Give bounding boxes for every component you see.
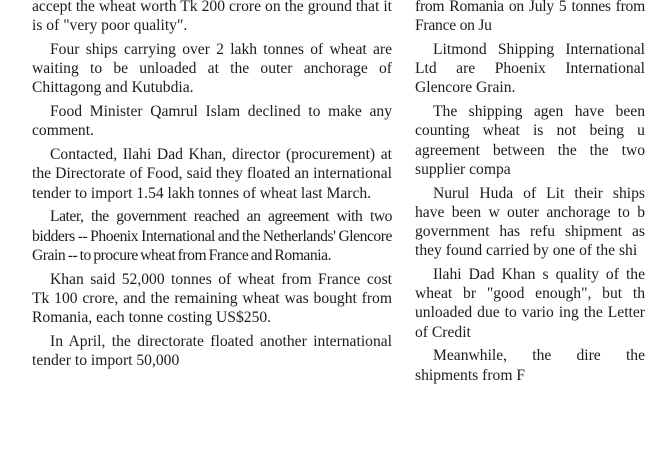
text-line: said they floated an international tender to bbox=[32, 165, 392, 202]
text-line: "good enough", but th bbox=[486, 285, 645, 303]
text-line: outer anchorage to b bbox=[507, 203, 645, 221]
text-line: the shipments from F bbox=[415, 347, 645, 384]
text-line: The shipping agen bbox=[433, 103, 575, 121]
text-line: the two supplier compa bbox=[415, 141, 645, 178]
text-line: In April, the directorate floated another bbox=[50, 332, 314, 350]
paragraph-agreement bbox=[32, 207, 392, 265]
text-line: ing the Letter of Credit bbox=[415, 304, 645, 341]
paragraph-shipping-agents bbox=[415, 40, 645, 98]
text-line: government has refu bbox=[415, 223, 565, 241]
text-line: their ships have been w bbox=[415, 184, 645, 221]
text-line: tonne costing US$250. bbox=[128, 309, 272, 327]
text-line: shipment as they found bbox=[415, 223, 645, 260]
paragraph-counting-losses bbox=[415, 102, 645, 179]
paragraph-cost bbox=[32, 270, 392, 328]
text-line: international tender to import 50,000 bbox=[32, 332, 392, 370]
text-line: carried by one of the shi bbox=[486, 242, 638, 260]
column-gutter bbox=[403, 0, 404, 455]
text-line: wheat are waiting to be unloaded at the outer bbox=[32, 41, 392, 78]
paragraph-wheat-rejection bbox=[32, 0, 392, 35]
article-left-column bbox=[32, 0, 392, 375]
paragraph-meanwhile bbox=[415, 346, 645, 384]
text-line: make any comment. bbox=[32, 103, 392, 140]
paragraph-april-tender bbox=[32, 332, 392, 370]
paragraph-quality bbox=[415, 265, 645, 342]
text-line: anchorage of Chittagong and Kutubdia. bbox=[32, 60, 392, 97]
text-line: Meanwhile, the dire bbox=[433, 347, 626, 365]
text-line: Litmond Shipping bbox=[433, 41, 566, 58]
text-line: the Netherlands' Glencore Grain -- to procure bbox=[32, 227, 392, 264]
text-line: France cost Tk 100 crore, and the remaining bbox=[32, 270, 392, 307]
text-line: unloaded due to vario bbox=[415, 304, 559, 322]
paragraph-director-contacted bbox=[32, 145, 392, 203]
paragraph-shipment-dates bbox=[415, 0, 645, 35]
text-line: tonnes from France on Ju bbox=[415, 0, 645, 35]
text-line: with two bidders -- Phoenix International and bbox=[32, 208, 392, 245]
text-line: Food Minister Qamrul Islam declined to bbox=[50, 103, 329, 121]
text-line: wheat is not being u bbox=[482, 122, 645, 140]
paragraph-ships-waiting bbox=[32, 40, 392, 98]
text-line: Nurul Huda of Lit bbox=[433, 184, 575, 202]
text-line: ground that it is of "very poor quality". bbox=[32, 0, 392, 35]
text-line: wheat was bought from Romania, each bbox=[32, 289, 392, 327]
text-line: have been counting bbox=[415, 103, 645, 140]
text-line: Phoenix International bbox=[494, 60, 645, 78]
text-line: Ilahi Dad Khan s bbox=[433, 266, 556, 284]
text-line: from Romania on July 5 bbox=[415, 0, 572, 15]
text-line: Glencore Grain. bbox=[415, 79, 516, 97]
text-line: Later, the government reached an agreement bbox=[50, 208, 337, 226]
text-line: March. bbox=[326, 184, 372, 202]
text-line: Four ships carrying over 2 lakh tonnes of bbox=[50, 41, 330, 58]
text-line: Contacted, Ilahi Dad Khan, director bbox=[50, 146, 286, 164]
text-line: quality of the wheat br bbox=[415, 266, 645, 303]
paragraph-nurul-huda bbox=[415, 184, 645, 261]
text-line: import 1.54 lakh tonnes of wheat last bbox=[90, 184, 327, 202]
text-line: wheat from France and Romania. bbox=[140, 246, 332, 264]
article-right-column bbox=[415, 0, 645, 389]
paragraph-minister-comment bbox=[32, 102, 392, 140]
text-line: (procurement) at the Directorate of Food, bbox=[32, 146, 392, 183]
text-line: agreement between the bbox=[415, 141, 590, 159]
text-line: accept the wheat worth Tk 200 crore on the bbox=[32, 0, 308, 15]
text-line: International Ltd are bbox=[415, 41, 645, 78]
text-line: Khan said 52,000 tonnes of wheat from bbox=[50, 270, 319, 288]
